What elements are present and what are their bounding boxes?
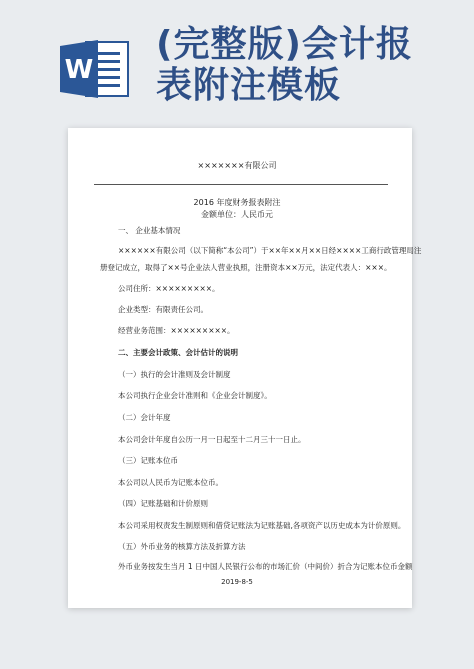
company-name-heading: ×××××××有限公司 xyxy=(197,161,277,170)
subsection-heading: （三）记账本位币 xyxy=(118,456,178,465)
section-one-heading: 一、 企业基本情况 xyxy=(118,226,181,235)
subsection-heading: （一）执行的会计准则及会计制度 xyxy=(118,370,231,379)
subsection-heading: （四）记账基础和计价原则 xyxy=(118,499,208,508)
paragraph-line: 本公司执行企业会计准则和《企业会计制度》。 xyxy=(118,391,272,400)
paragraph-line: 本公司以人民币为记账本位币。 xyxy=(118,478,223,487)
paragraph-line: 外币业务按发生当月 1 日中国人民银行公布的市场汇价（中间价）折合为记账本位币金额 xyxy=(118,562,413,571)
page-title-line-1: (完整版)会计报 xyxy=(156,24,413,65)
report-title: 2016 年度财务报表附注 xyxy=(193,198,281,207)
page-title-line-2: 表附注模板 xyxy=(156,65,342,106)
paragraph-line: 公司住所：×××××××××。 xyxy=(118,284,220,293)
subsection-heading: （二）会计年度 xyxy=(118,413,171,422)
paragraph-line: 企业类型：有限责任公司。 xyxy=(118,305,208,314)
word-icon-letter: W xyxy=(64,55,94,85)
currency-unit: 金额单位：人民币元 xyxy=(201,210,273,219)
paragraph-line: 本公司会计年度自公历一月一日起至十二月三十一日止。 xyxy=(118,435,306,444)
paragraph-line: ××××××有限公司（以下简称“本公司”）于××年××月××日经××××工商行政管理局注 xyxy=(118,246,422,255)
paragraph-line: 经营业务范围：×××××××××。 xyxy=(118,326,235,335)
word-document-icon xyxy=(60,38,130,100)
section-two-heading: 二、主要会计政策、会计估计的说明 xyxy=(118,348,238,357)
heading-divider xyxy=(94,184,388,185)
subsection-heading: （五）外币业务的核算方法及折算方法 xyxy=(118,542,246,551)
footer-date: 2019-8-5 xyxy=(221,578,253,586)
header-banner xyxy=(0,0,474,118)
page-title xyxy=(156,24,466,106)
paragraph-line: 册登记成立，取得了××号企业法人营业执照，注册资本××万元，法定代表人：×××。 xyxy=(100,263,392,272)
paragraph-line: 本公司采用权责发生制原则和借贷记账法为记账基础,各项资产以历史成本为计价原则。 xyxy=(118,521,406,530)
